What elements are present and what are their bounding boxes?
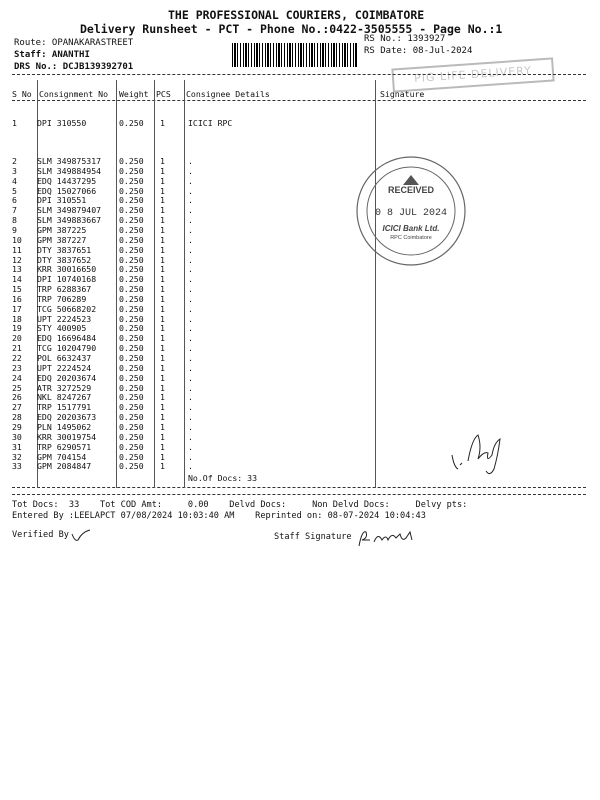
cell-consignee: . [188,343,193,354]
cell-sno: 7 [12,205,17,216]
cell-pcs: 1 [160,274,165,285]
cell-weight: 0.250 [119,284,144,295]
cell-consignment: DPI 10740168 [37,274,97,285]
cell-pcs: 1 [160,313,165,324]
rs-number: RS No.: 1393927 [364,34,446,44]
cell-consignee: . [188,333,193,344]
cell-consignment: GPM 387225 [37,224,87,235]
divider-top [12,74,586,75]
cell-pcs: 1 [160,175,165,186]
staff-label: Staff: ANANTHI [14,50,90,60]
column-line [375,80,376,488]
cell-pcs: 1 [160,254,165,265]
cell-consignee: . [188,362,193,373]
cell-consignment: SLM 349883667 [37,215,102,226]
cell-weight: 0.250 [119,156,144,166]
cell-consignment: KRR 30016650 [37,264,97,275]
cell-weight: 0.250 [119,382,144,393]
cell-sno: 5 [12,185,17,196]
cell-weight: 0.250 [119,372,144,383]
cell-consignee: . [188,156,193,166]
cell-pcs: 1 [160,323,165,334]
cell-pcs: 1 [160,118,165,128]
cell-consignment: GPM 2084847 [37,461,92,472]
cell-consignee: . [188,421,193,432]
cell-consignment: DPI 310551 [37,195,87,206]
cell-sno: 33 [12,461,22,472]
cell-consignment: UPT 2224523 [37,313,92,324]
cell-consignee: . [188,402,193,413]
cell-sno: 24 [12,372,22,383]
cell-consignment: TCG 50668202 [37,303,97,314]
staff-signature [356,526,418,550]
cell-consignment: POL 6632437 [37,353,92,363]
cell-consignment: EDQ 16696484 [37,333,97,344]
footer-totals: Tot Docs: 33 Tot COD Amt: 0.00 Delvd Docs: Non Delvd Docs: Delvy pts: [12,500,468,510]
cell-consignment: EDQ 20203674 [37,372,97,383]
cell-pcs: 1 [160,303,165,314]
drs-number: DRS No.: DCJB139392701 [14,62,134,72]
cell-sno: 16 [12,293,22,304]
cell-consignee: . [188,303,193,314]
cell-sno: 25 [12,382,22,393]
cell-consignment: STY 400905 [37,323,87,334]
cell-consignment: TCG 10204790 [37,343,97,354]
cell-consignee: . [188,205,193,216]
cell-pcs: 1 [160,195,165,206]
cell-consignment: GPM 387227 [37,234,87,245]
cell-pcs: 1 [160,185,165,196]
cell-sno: 9 [12,224,17,235]
cell-consignment: ATR 3272529 [37,382,92,393]
cell-consignee: ICICI RPC [188,118,233,128]
cell-consignment: TRP 706289 [37,293,87,304]
cell-sno: 1 [12,118,17,128]
cell-weight: 0.250 [119,353,144,363]
cell-sno: 19 [12,323,22,334]
route-label: Route: OPANAKARASTREET [14,38,134,48]
divider-bottom [12,487,586,488]
rs-date: RS Date: 08-Jul-2024 [364,46,473,56]
cell-sno: 4 [12,175,17,186]
cell-weight: 0.250 [119,254,144,265]
cell-consignee: . [188,412,193,423]
cell-consignee: . [188,215,193,226]
cell-consignment: DTY 3837651 [37,244,92,255]
runsheet-subtitle: Delivery Runsheet - PCT - Phone No.:0422-3505555 - Page No.:1 [80,22,503,36]
cell-consignee: . [188,392,193,403]
cell-weight: 0.250 [119,118,144,128]
cell-pcs: 1 [160,382,165,393]
cell-consignment: NKL 8247267 [37,392,92,403]
cell-consignee: . [188,175,193,186]
cell-consignment: KRR 30019754 [37,431,97,442]
col-consignment: Consignment No [39,89,109,99]
cell-weight: 0.250 [119,195,144,206]
seal-date: 0 8 JUL 2024 [374,208,448,219]
cell-sno: 27 [12,402,22,413]
received-seal [355,155,467,267]
cell-sno: 3 [12,165,17,176]
cell-weight: 0.250 [119,224,144,235]
cell-consignee: . [188,451,193,462]
verified-signature [70,528,94,544]
cell-weight: 0.250 [119,293,144,304]
cell-sno: 18 [12,313,22,324]
cell-pcs: 1 [160,234,165,245]
cell-consignee: . [188,234,193,245]
cell-pcs: 1 [160,165,165,176]
col-consignee: Consignee Details [186,89,270,99]
cell-consignee: . [188,431,193,442]
cell-sno: 29 [12,421,22,432]
cell-sno: 28 [12,412,22,423]
cell-pcs: 1 [160,244,165,255]
cell-weight: 0.250 [119,402,144,413]
cell-pcs: 1 [160,362,165,373]
cell-pcs: 1 [160,156,165,166]
cell-consignment: EDQ 14437295 [37,175,97,186]
cell-pcs: 1 [160,402,165,413]
delivery-stamp: PIG LIFE DELIVERY [391,57,554,92]
cell-consignee: . [188,244,193,255]
cell-consignee: . [188,224,193,235]
cell-weight: 0.250 [119,333,144,344]
cell-weight: 0.250 [119,205,144,216]
cell-consignee: . [188,313,193,324]
cell-pcs: 1 [160,343,165,354]
cell-weight: 0.250 [119,175,144,186]
cell-consignee: . [188,195,193,206]
company-title: THE PROFESSIONAL COURIERS, COIMBATORE [168,8,425,22]
cell-pcs: 1 [160,264,165,275]
cell-consignment: DTY 3837652 [37,254,92,265]
cell-pcs: 1 [160,284,165,295]
column-line [154,80,155,488]
cell-weight: 0.250 [119,303,144,314]
verified-by-label: Verified By [12,530,69,540]
divider-footer [12,494,586,495]
cell-weight: 0.250 [119,451,144,462]
cell-sno: 21 [12,343,22,354]
cell-sno: 15 [12,284,22,295]
cell-pcs: 1 [160,412,165,423]
cell-sno: 17 [12,303,22,314]
cell-consignee: . [188,284,193,295]
cell-sno: 30 [12,431,22,442]
cell-consignee: . [188,353,193,363]
cell-consignment: DPI 310550 [37,118,87,128]
cell-sno: 20 [12,333,22,344]
cell-weight: 0.250 [119,421,144,432]
cell-sno: 31 [12,441,22,452]
cell-weight: 0.250 [119,274,144,285]
cell-weight: 0.250 [119,441,144,452]
cell-sno: 2 [12,156,17,166]
cell-pcs: 1 [160,215,165,226]
cell-consignee: . [188,323,193,334]
cell-consignee: . [188,372,193,383]
seal-branch: RPC Coimbatore [390,235,432,241]
cell-sno: 14 [12,274,22,285]
cell-sno: 23 [12,362,22,373]
cell-weight: 0.250 [119,343,144,354]
cell-sno: 8 [12,215,17,226]
cell-consignment: TRP 6290571 [37,441,92,452]
cell-consignee: . [188,461,193,472]
cell-weight: 0.250 [119,461,144,472]
cell-weight: 0.250 [119,244,144,255]
cell-weight: 0.250 [119,165,144,176]
cell-consignee: . [188,441,193,452]
no-of-docs: No.Of Docs: 33 [188,473,258,483]
cell-pcs: 1 [160,224,165,235]
cell-consignee: . [188,274,193,285]
staff-signature-label: Staff Signature [274,532,352,542]
col-sno: S No [12,89,32,99]
cell-weight: 0.250 [119,323,144,334]
cell-weight: 0.250 [119,392,144,403]
cell-pcs: 1 [160,461,165,472]
cell-consignment: EDQ 20203673 [37,412,97,423]
cell-consignment: GPM 704154 [37,451,87,462]
divider-header [12,100,586,101]
cell-sno: 10 [12,234,22,245]
seal-bank: ICICI Bank Ltd. [382,224,440,233]
cell-sno: 11 [12,244,22,255]
cell-pcs: 1 [160,372,165,383]
cell-pcs: 1 [160,293,165,304]
column-line [116,80,117,488]
cell-consignment: UPT 2224524 [37,362,92,373]
cell-consignment: PLN 1495062 [37,421,92,432]
cell-pcs: 1 [160,333,165,344]
cell-consignment: SLM 349879407 [37,205,102,216]
cell-sno: 12 [12,254,22,265]
barcode [232,43,358,67]
handwritten-signature [448,425,508,480]
col-pcs: PCS [156,89,171,99]
cell-sno: 26 [12,392,22,403]
cell-consignee: . [188,165,193,176]
cell-consignment: SLM 349884954 [37,165,102,176]
cell-pcs: 1 [160,392,165,403]
cell-consignment: EDQ 15027066 [37,185,97,196]
col-weight: Weight [119,89,149,99]
cell-consignee: . [188,293,193,304]
column-line [184,80,185,488]
cell-weight: 0.250 [119,234,144,245]
cell-pcs: 1 [160,353,165,363]
cell-weight: 0.250 [119,185,144,196]
col-signature: Signature [380,89,425,99]
cell-pcs: 1 [160,205,165,216]
cell-pcs: 1 [160,451,165,462]
cell-consignment: SLM 349875317 [37,156,102,166]
cell-sno: 6 [12,195,17,206]
cell-weight: 0.250 [119,215,144,226]
seal-received: RECEIVED [387,185,435,195]
cell-consignee: . [188,264,193,275]
cell-weight: 0.250 [119,431,144,442]
cell-sno: 32 [12,451,22,462]
cell-weight: 0.250 [119,412,144,423]
cell-sno: 22 [12,353,22,363]
footer-entered: Entered By :LEELAPCT 07/08/2024 10:03:40 AM Reprinted on: 08-07-2024 10:04:43 [12,511,426,521]
cell-consignment: TRP 6288367 [37,284,92,295]
cell-pcs: 1 [160,441,165,452]
cell-pcs: 1 [160,421,165,432]
cell-consignee: . [188,254,193,265]
cell-weight: 0.250 [119,264,144,275]
cell-weight: 0.250 [119,313,144,324]
cell-consignee: . [188,382,193,393]
cell-consignment: TRP 1517791 [37,402,92,413]
cell-pcs: 1 [160,431,165,442]
cell-weight: 0.250 [119,362,144,373]
cell-sno: 13 [12,264,22,275]
cell-consignee: . [188,185,193,196]
